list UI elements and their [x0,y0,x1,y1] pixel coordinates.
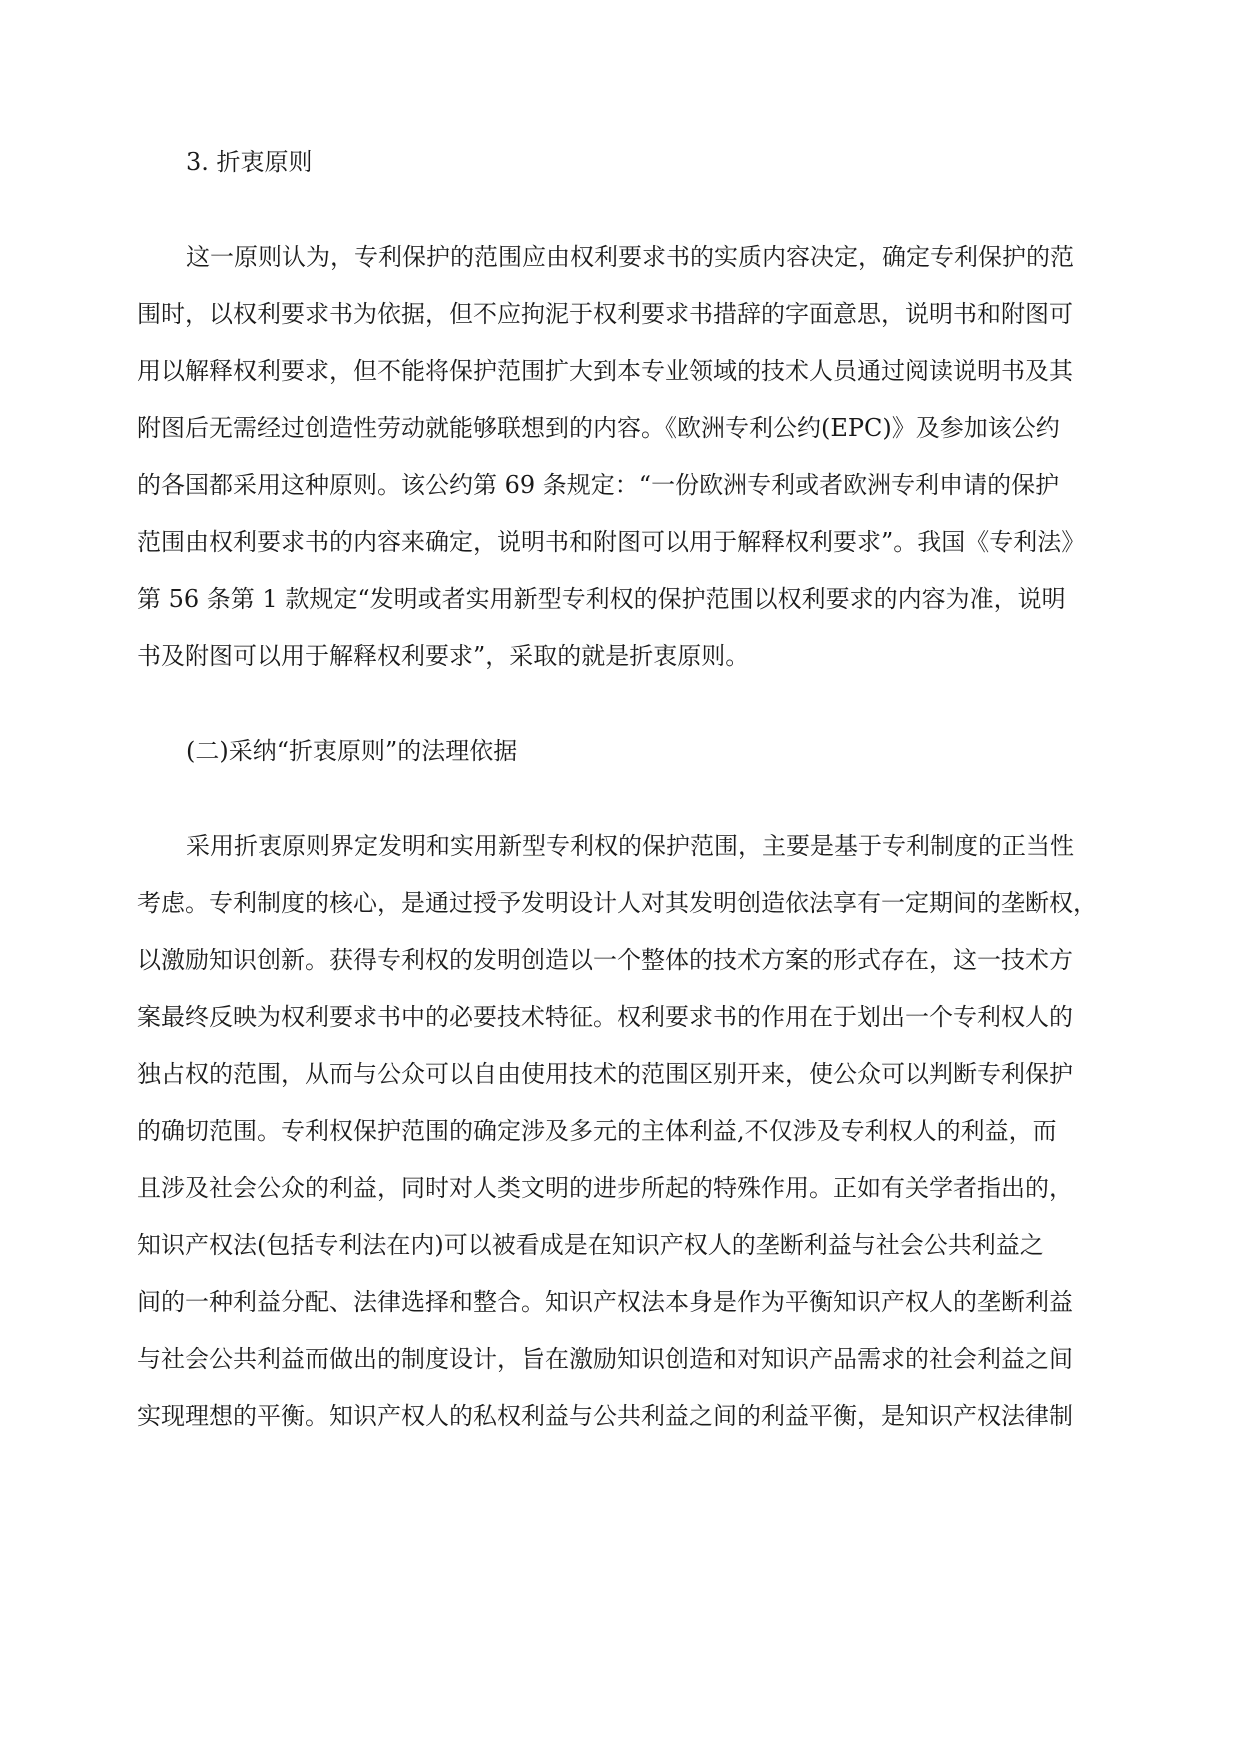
paragraph-line: 这一原则认为，专利保护的范围应由权利要求书的实质内容决定，确定专利保护的范 [186,243,1074,271]
paragraph-line: 且涉及社会公众的利益，同时对人类文明的进步所起的特殊作用。正如有关学者指出的， [137,1174,1073,1202]
paragraph-line: 案最终反映为权利要求书中的必要技术特征。权利要求书的作用在于划出一个专利权人的 [137,1003,1073,1031]
paragraph-line: 第 56 条第 1 款规定“发明或者实用新型专利权的保护范围以权利要求的内容为准，说明 [137,585,1066,613]
paragraph-line: 的确切范围。专利权保护范围的确定涉及多元的主体利益,不仅涉及专利权人的利益，而 [137,1117,1057,1145]
paragraph-line: 实现理想的平衡。知识产权人的私权利益与公共利益之间的利益平衡，是知识产权法律制 [137,1402,1073,1430]
paragraph-line: 考虑。专利制度的核心，是通过授予发明设计人对其发明创造依法享有一定期间的垄断权， [137,889,1097,917]
paragraph-line: 独占权的范围，从而与公众可以自由使用技术的范围区别开来，使公众可以判断专利保护 [137,1060,1073,1088]
section-heading-legal-basis: (二)采纳“折衷原则”的法理依据 [186,737,518,765]
paragraph-line: 的各国都采用这种原则。该公约第 69 条规定：“一份欧洲专利或者欧洲专利申请的保护 [137,471,1060,499]
paragraph-line: 用以解释权利要求，但不能将保护范围扩大到本专业领域的技术人员通过阅读说明书及其 [137,357,1073,385]
section-heading-compromise-principle: 3. 折衷原则 [186,148,313,176]
paragraph-line: 采用折衷原则界定发明和实用新型专利权的保护范围，主要是基于专利制度的正当性 [186,832,1074,860]
paragraph-line: 范围由权利要求书的内容来确定，说明书和附图可以用于解释权利要求”。我国《专利法》 [137,528,1086,556]
paragraph-line: 附图后无需经过创造性劳动就能够联想到的内容。《欧洲专利公约(EPC)》及参加该公约 [137,414,1060,442]
paragraph-line: 围时，以权利要求书为依据，但不应拘泥于权利要求书措辞的字面意思，说明书和附图可 [137,300,1073,328]
paragraph-line: 书及附图可以用于解释权利要求”，采取的就是折衷原则。 [137,642,750,670]
paragraph-line: 知识产权法(包括专利法在内)可以被看成是在知识产权人的垄断利益与社会公共利益之 [137,1231,1044,1259]
paragraph-line: 以激励知识创新。获得专利权的发明创造以一个整体的技术方案的形式存在，这一技术方 [137,946,1073,974]
paragraph-line: 间的一种利益分配、法律选择和整合。知识产权法本身是作为平衡知识产权人的垄断利益 [137,1288,1073,1316]
paragraph-line: 与社会公共利益而做出的制度设计，旨在激励知识创造和对知识产品需求的社会利益之间 [137,1345,1073,1373]
